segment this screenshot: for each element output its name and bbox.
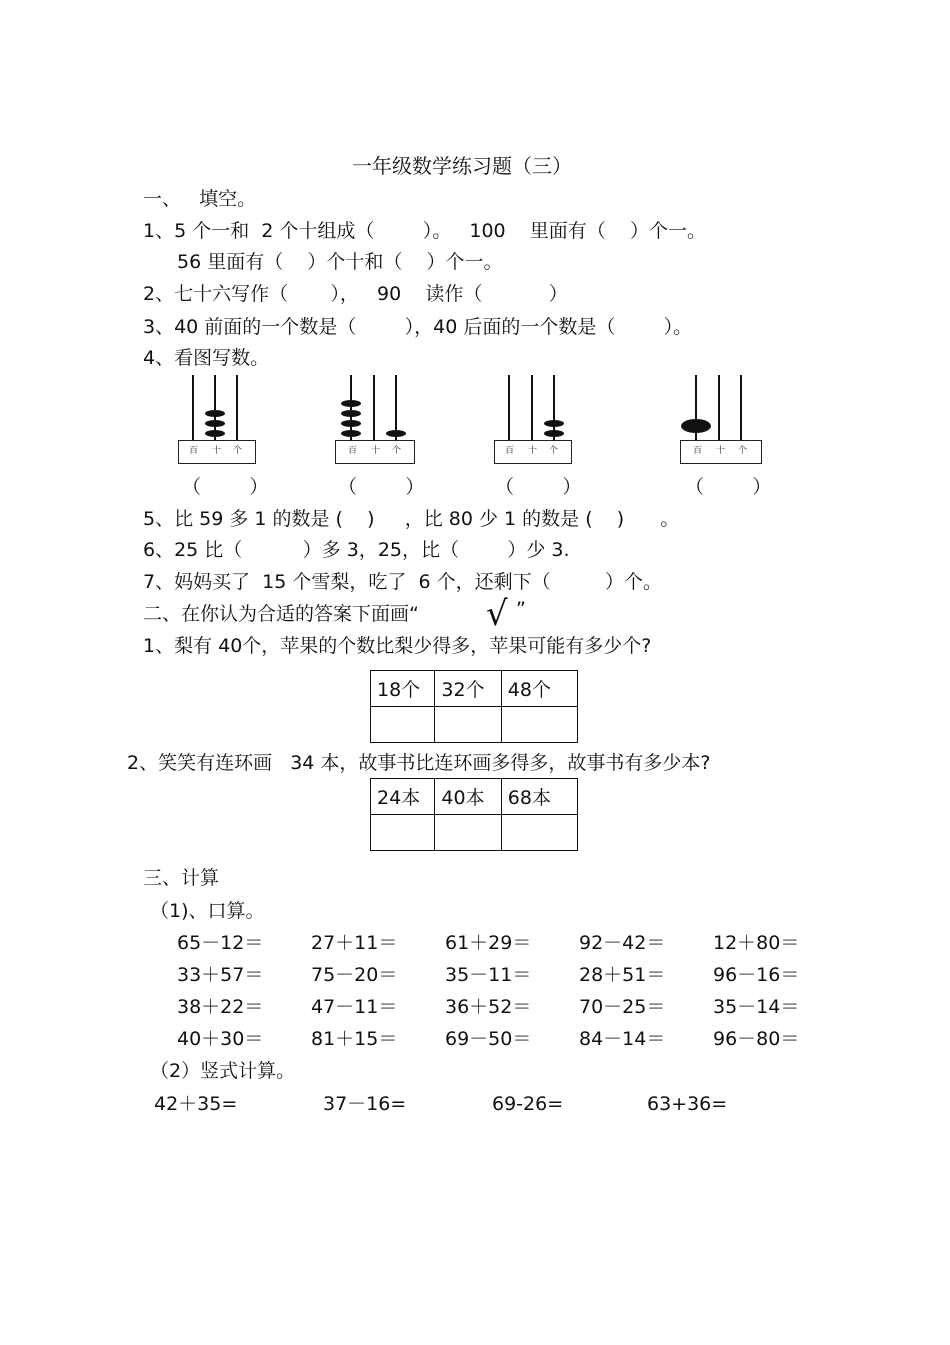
section2-heading: 二、在你认为合适的答案下面画“ (143, 603, 419, 625)
oral-problem: 27＋11＝ (311, 932, 398, 954)
abacus-3 (494, 375, 584, 475)
answer-table-1 (370, 670, 578, 743)
vertical-problem: 42＋35= (154, 1093, 238, 1115)
option-cell: 18个 (371, 671, 435, 707)
option-cell: 32个 (435, 671, 501, 707)
answer-cell[interactable] (435, 815, 501, 851)
question-1a: 1、5 个一和 2 个十组成（ ）。 100 里面有（ ）个一。 (143, 220, 706, 242)
check-mark-icon: √ (486, 594, 508, 634)
oral-problem: 96－80＝ (713, 1028, 800, 1050)
oral-problem: 84－14＝ (579, 1028, 666, 1050)
abacus-answer-4: （ ） (685, 476, 772, 498)
abacus-bead (386, 430, 406, 437)
oral-problem: 40＋30＝ (177, 1028, 264, 1050)
abacus-label-ones: 个 (738, 446, 748, 456)
section2-question-2: 2、笑笑有连环画 34 本，故事书比连环画多得多，故事书有多少本? (127, 752, 711, 774)
section2-question-1: 1、梨有 40个，苹果的个数比梨少得多，苹果可能有多少个? (143, 635, 652, 657)
oral-problem: 65－12＝ (177, 932, 264, 954)
abacus-label-tens: 十 (716, 446, 726, 456)
oral-problem: 96－16＝ (713, 964, 800, 986)
oral-problem: 47－11＝ (311, 996, 398, 1018)
abacus-label-ones: 个 (549, 446, 559, 456)
abacus-label-tens: 十 (371, 446, 381, 456)
answer-cell[interactable] (435, 707, 501, 743)
abacus-bead (681, 419, 711, 433)
abacus-bead (205, 420, 225, 427)
vertical-problem: 63+36= (647, 1093, 728, 1115)
option-cell: 40本 (435, 779, 501, 815)
answer-cell[interactable] (501, 707, 577, 743)
question-6: 6、25 比（ ）多 3，25，比（ ）少 3. (143, 539, 570, 561)
abacus-label-ones: 个 (233, 446, 243, 456)
answer-cell[interactable] (371, 707, 435, 743)
vertical-problem: 37－16= (323, 1093, 407, 1115)
oral-problem: 70－25＝ (579, 996, 666, 1018)
abacus-answer-2: （ ） (338, 476, 425, 498)
vertical-calc-heading: （2）竖式计算。 (150, 1060, 296, 1082)
oral-problem: 35－11＝ (445, 964, 532, 986)
abacus-2 (335, 375, 425, 475)
abacus-label-hundreds: 百 (348, 446, 358, 456)
option-cell: 24本 (371, 779, 435, 815)
oral-problem: 35－14＝ (713, 996, 800, 1018)
answer-table-2 (370, 778, 578, 851)
option-cell: 68本 (501, 779, 577, 815)
question-5: 5、比 59 多 1 的数是 ( ) ，比 80 少 1 的数是 ( ) 。 (143, 508, 680, 530)
abacus-bead (544, 430, 564, 437)
abacus-answer-3: （ ） (495, 476, 582, 498)
question-3: 3、40 前面的一个数是（ ），40 后面的一个数是（ ）。 (143, 316, 693, 338)
abacus-label-hundreds: 百 (189, 446, 199, 456)
oral-problem: 81＋15＝ (311, 1028, 398, 1050)
question-2: 2、七十六写作（ ）， 90 读作（ ） (143, 283, 568, 305)
abacus-label-hundreds: 百 (505, 446, 515, 456)
option-cell: 48个 (501, 671, 577, 707)
oral-problem: 75－20＝ (311, 964, 398, 986)
abacus-4 (680, 375, 770, 475)
oral-problem: 69－50＝ (445, 1028, 532, 1050)
answer-cell[interactable] (501, 815, 577, 851)
oral-problem: 38＋22＝ (177, 996, 264, 1018)
abacus-label-hundreds: 百 (693, 446, 703, 456)
answer-cell[interactable] (371, 815, 435, 851)
oral-problem: 61＋29＝ (445, 932, 532, 954)
question-7: 7、妈妈买了 15 个雪梨，吃了 6 个，还剩下（ ）个。 (143, 571, 662, 593)
oral-problem: 12＋80＝ (713, 932, 800, 954)
abacus-bead (341, 410, 361, 417)
abacus-label-tens: 十 (212, 446, 222, 456)
question-1b: 56 里面有（ ）个十和（ ）个一。 (177, 251, 503, 273)
abacus-answer-1: （ ） (182, 476, 269, 498)
abacus-bead (341, 400, 361, 407)
page-title: 一年级数学练习题（三） (352, 154, 572, 178)
question-4: 4、看图写数。 (143, 347, 270, 369)
abacus-bead (205, 430, 225, 437)
vertical-problem: 69-26= (492, 1093, 564, 1115)
abacus-bead (544, 420, 564, 427)
oral-problem: 33＋57＝ (177, 964, 264, 986)
section2-heading-end: ” (516, 598, 526, 620)
oral-problem: 28＋51＝ (579, 964, 666, 986)
abacus-bead (341, 430, 361, 437)
section3-heading: 三、计算 (143, 867, 220, 889)
abacus-bead (205, 410, 225, 417)
oral-problem: 92－42＝ (579, 932, 666, 954)
abacus-1 (178, 375, 268, 475)
section1-heading: 一、 填空。 (143, 188, 257, 210)
oral-problem: 36＋52＝ (445, 996, 532, 1018)
abacus-label-ones: 个 (392, 446, 402, 456)
oral-calc-heading: （1)、口算。 (150, 900, 265, 922)
abacus-bead (341, 420, 361, 427)
abacus-label-tens: 十 (528, 446, 538, 456)
